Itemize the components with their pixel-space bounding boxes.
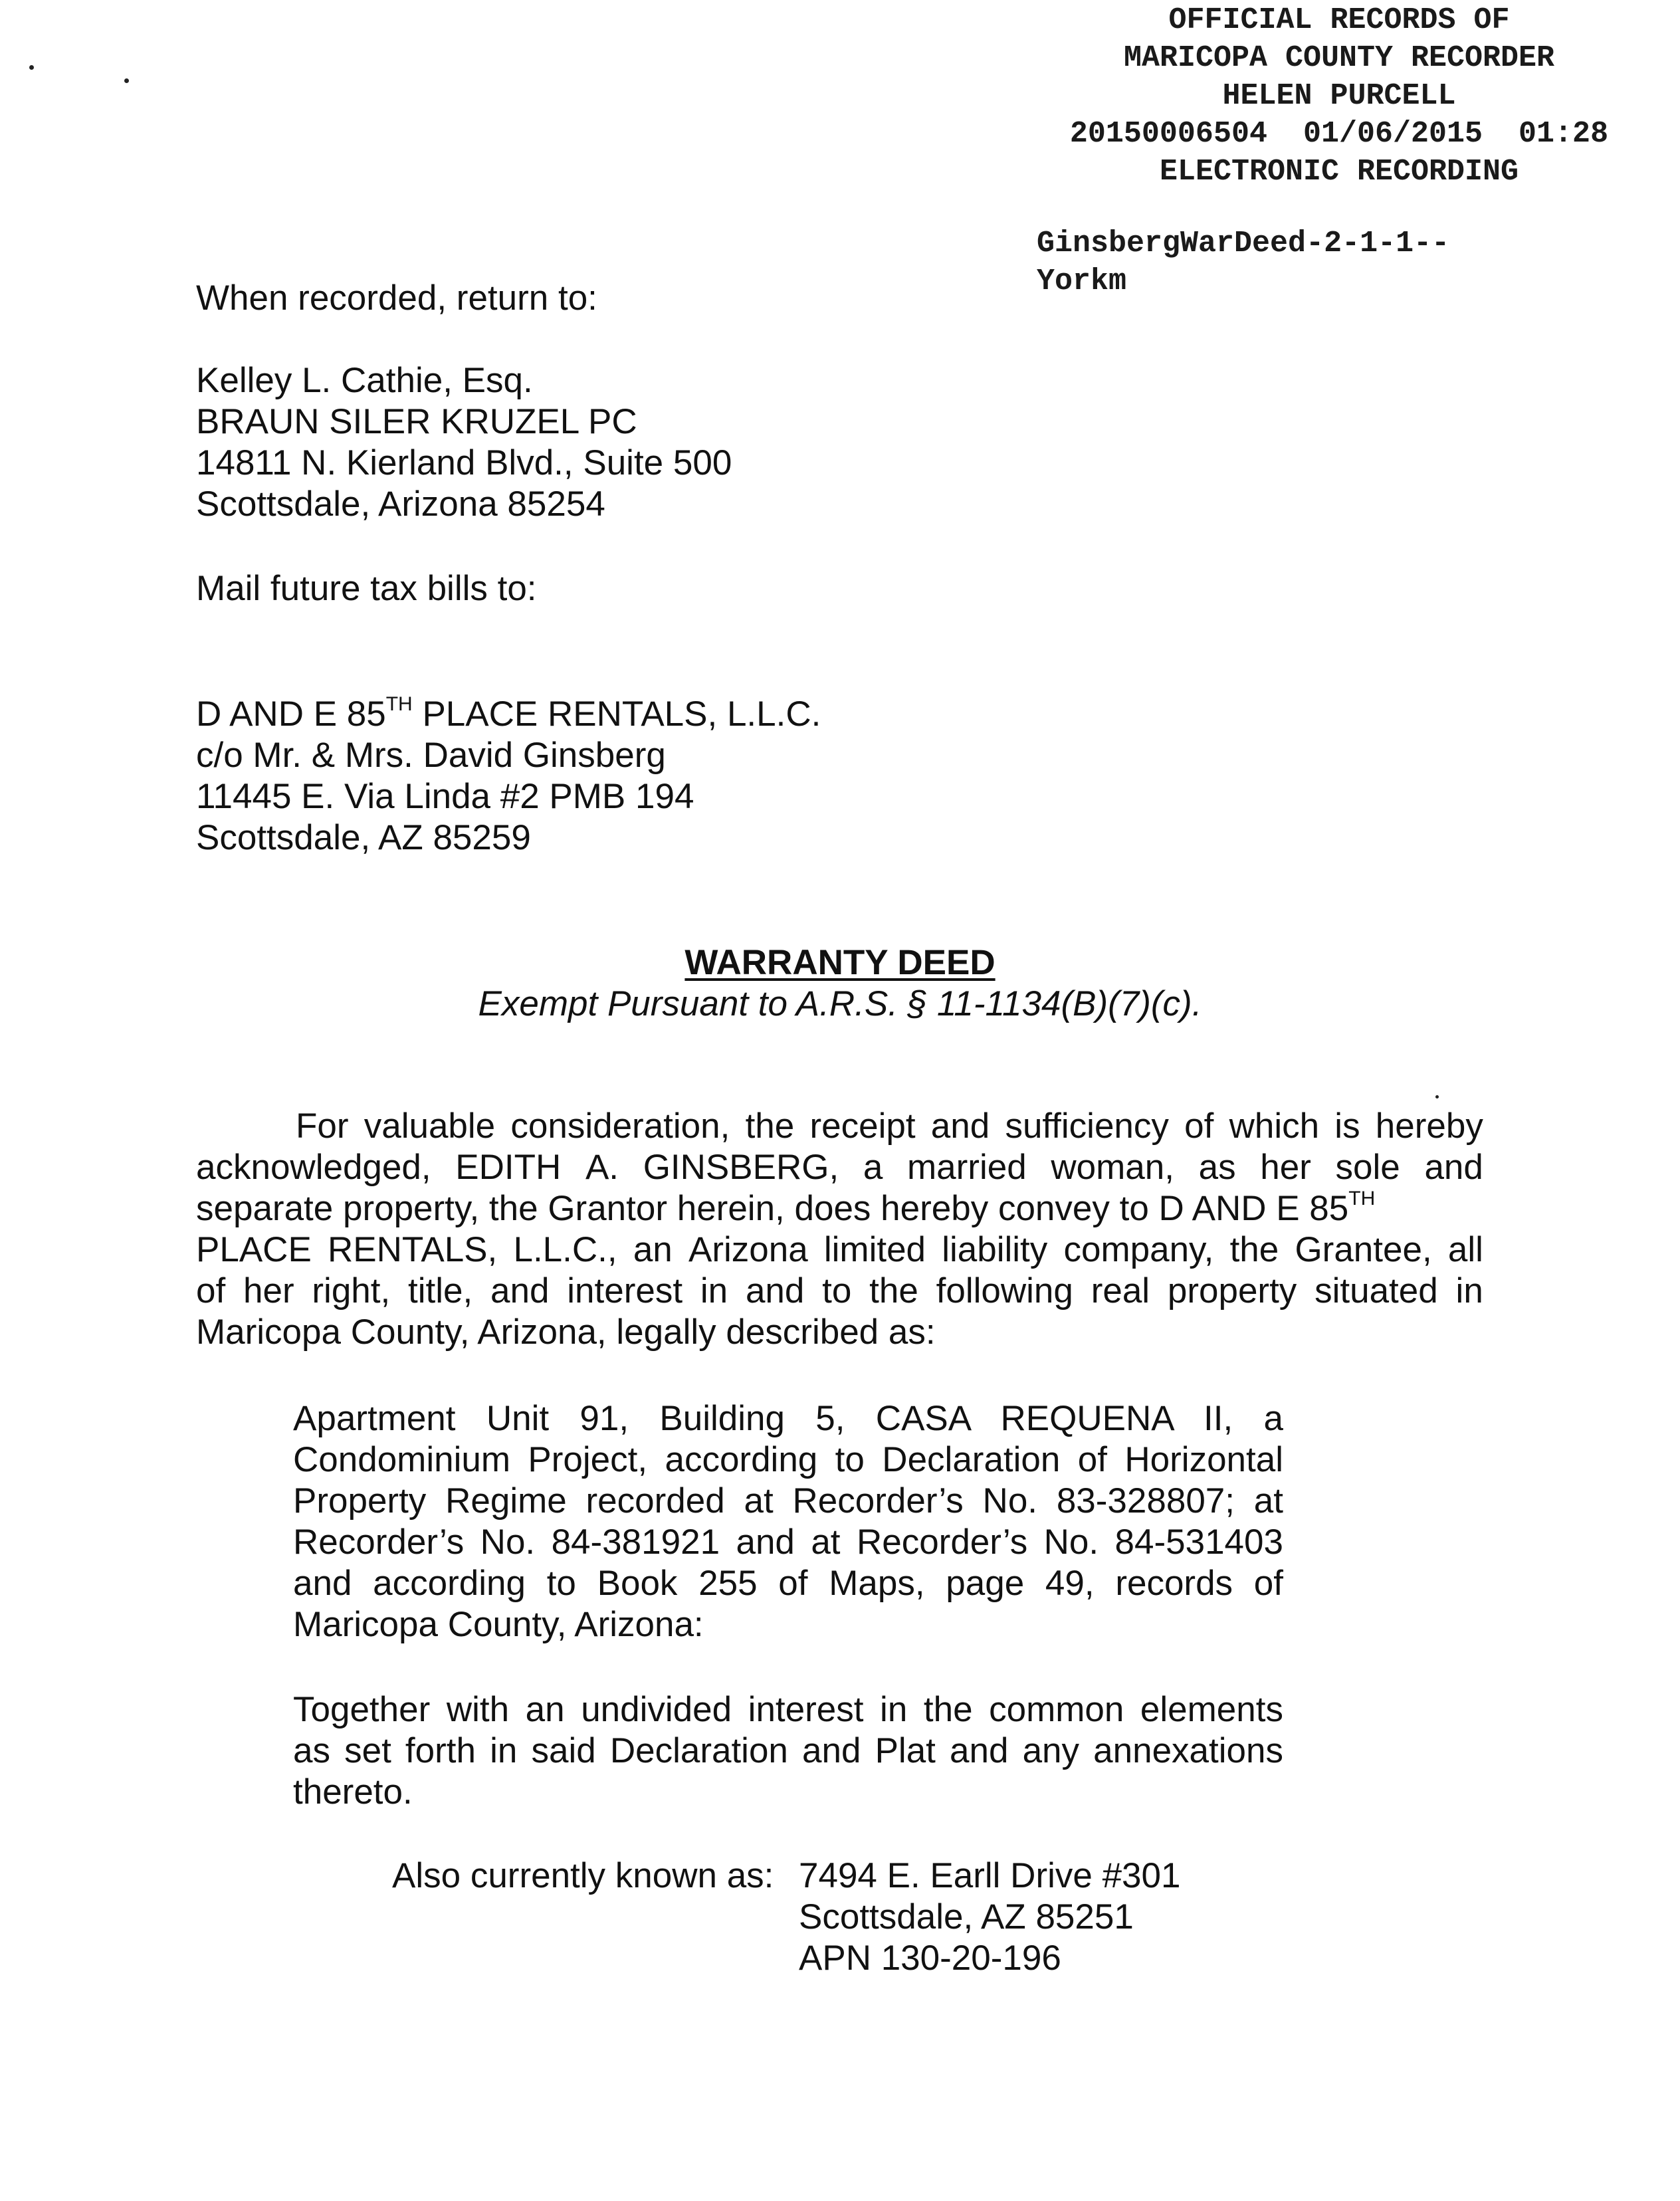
word: Arizona bbox=[688, 1230, 808, 1269]
tax-address-line: D AND E 85TH PLACE RENTALS, L.L.C. bbox=[196, 693, 821, 734]
word: GINSBERG, bbox=[643, 1148, 839, 1187]
legal-description-line: Apartment Unit 91, Building 5, CASA REQUENA II, a bbox=[293, 1399, 1283, 1438]
conveyance-paragraph bbox=[196, 1106, 1483, 1353]
legal-description-line: and according to Book 255 of Maps, page 49, records of bbox=[293, 1564, 1283, 1603]
property-apn: APN 130-20-196 bbox=[799, 1939, 1061, 1978]
word: and bbox=[1424, 1148, 1483, 1187]
word: and bbox=[490, 1271, 550, 1310]
scan-mark bbox=[1435, 1095, 1439, 1099]
word: in bbox=[700, 1271, 728, 1310]
legal-description-line: Condominium Project, according to Declaration of Horizontal bbox=[293, 1440, 1283, 1479]
tax-address-line: 11445 E. Via Linda #2 PMB 194 bbox=[196, 777, 694, 816]
together-line: as set forth in said Declaration and Plat and any annexations bbox=[293, 1731, 1283, 1770]
paragraph-line bbox=[196, 1229, 1483, 1271]
legal-description bbox=[293, 1398, 1283, 1645]
word: title, bbox=[408, 1271, 473, 1310]
title-block bbox=[0, 942, 1680, 1025]
legal-description-line: Maricopa County, Arizona: bbox=[293, 1605, 704, 1644]
word: valuable bbox=[364, 1106, 496, 1146]
word: and bbox=[930, 1106, 990, 1146]
scan-mark bbox=[124, 78, 129, 83]
word: in bbox=[1455, 1271, 1483, 1310]
word: PLACE bbox=[196, 1230, 312, 1269]
word: hereby bbox=[1375, 1106, 1483, 1146]
return-to-address bbox=[196, 360, 732, 525]
word: is bbox=[1334, 1106, 1360, 1146]
word: her bbox=[1260, 1148, 1311, 1187]
stamp-line-2: MARICOPA COUNTY RECORDER bbox=[1123, 41, 1555, 75]
return-address-line: 14811 N. Kierland Blvd., Suite 500 bbox=[196, 443, 732, 482]
word: real bbox=[1091, 1271, 1150, 1310]
recorder-stamp bbox=[1027, 1, 1651, 191]
paragraph-line: Maricopa County, Arizona, legally described as: bbox=[196, 1312, 936, 1352]
property-address bbox=[799, 1855, 1181, 1979]
word: interest bbox=[567, 1271, 683, 1310]
word: receipt bbox=[809, 1106, 916, 1146]
word: to bbox=[822, 1271, 852, 1310]
property-address-line: Scottsdale, AZ 85251 bbox=[799, 1897, 1134, 1937]
recording-time: 01:28 bbox=[1519, 117, 1609, 151]
paragraph-line: separate property, the Grantor herein, does hereby convey to D AND E 85TH bbox=[196, 1188, 1376, 1228]
return-address-line: Scottsdale, Arizona 85254 bbox=[196, 484, 605, 524]
document-reference bbox=[1037, 225, 1449, 300]
paragraph-line bbox=[196, 1271, 1483, 1312]
return-address-line: BRAUN SILER KRUZEL PC bbox=[196, 402, 637, 441]
paragraph-line bbox=[196, 1147, 1483, 1188]
stamp-line-5: ELECTRONIC RECORDING bbox=[1159, 155, 1519, 189]
word: an bbox=[633, 1230, 673, 1269]
word: as bbox=[1198, 1148, 1236, 1187]
word: Grantee, bbox=[1295, 1230, 1432, 1269]
tax-bills-address bbox=[196, 694, 821, 859]
stamp-line-1: OFFICIAL RECORDS OF bbox=[1168, 3, 1510, 37]
stamp-line-3: HELEN PURCELL bbox=[1222, 79, 1456, 113]
word: following bbox=[936, 1271, 1073, 1310]
word: the bbox=[869, 1271, 918, 1310]
word: For bbox=[296, 1106, 349, 1146]
word: company, bbox=[1063, 1230, 1214, 1269]
document-subtitle: Exempt Pursuant to A.R.S. § 11-1134(B)(7)(c). bbox=[478, 984, 1202, 1023]
word: property bbox=[1167, 1271, 1297, 1310]
word: woman, bbox=[1051, 1148, 1174, 1187]
word: of bbox=[196, 1271, 226, 1310]
word: which bbox=[1229, 1106, 1320, 1146]
word: married bbox=[907, 1148, 1027, 1187]
word: sufficiency bbox=[1005, 1106, 1169, 1146]
word: liability bbox=[942, 1230, 1048, 1269]
word: L.L.C., bbox=[513, 1230, 617, 1269]
word: the bbox=[745, 1106, 795, 1146]
word: acknowledged, bbox=[196, 1148, 431, 1187]
tax-address-line: Scottsdale, AZ 85259 bbox=[196, 818, 531, 857]
word: her bbox=[243, 1271, 294, 1310]
together-clause bbox=[293, 1689, 1283, 1813]
word: sole bbox=[1335, 1148, 1400, 1187]
legal-description-line: Recorder’s No. 84-381921 and at Recorder’s No. 84-531403 bbox=[293, 1522, 1283, 1562]
also-known-as-label: Also currently known as: bbox=[392, 1856, 774, 1895]
word: the bbox=[1229, 1230, 1279, 1269]
word: of bbox=[1184, 1106, 1214, 1146]
return-address-line: Kelley L. Cathie, Esq. bbox=[196, 361, 533, 400]
word: RENTALS, bbox=[328, 1230, 498, 1269]
tax-address-line: c/o Mr. & Mrs. David Ginsberg bbox=[196, 736, 666, 775]
doc-ref-line-2: Yorkm bbox=[1037, 264, 1127, 298]
word: consideration, bbox=[510, 1106, 730, 1146]
word: A. bbox=[585, 1148, 619, 1187]
document-title: WARRANTY DEED bbox=[684, 943, 996, 982]
tax-bills-label: Mail future tax bills to: bbox=[196, 569, 537, 608]
word: a bbox=[863, 1148, 883, 1187]
word: situated bbox=[1314, 1271, 1438, 1310]
word: limited bbox=[823, 1230, 926, 1269]
stamp-recording-line bbox=[1027, 115, 1651, 153]
recording-date: 01/06/2015 bbox=[1303, 117, 1483, 151]
property-address-line: 7494 E. Earll Drive #301 bbox=[799, 1856, 1181, 1895]
return-to-label: When recorded, return to: bbox=[196, 278, 597, 318]
word: and bbox=[745, 1271, 805, 1310]
word: EDITH bbox=[455, 1148, 562, 1187]
legal-description-line: Property Regime recorded at Recorder’s No. 83-328807; at bbox=[293, 1481, 1283, 1520]
together-line: thereto. bbox=[293, 1772, 413, 1812]
together-line: Together with an undivided interest in the common elements bbox=[293, 1690, 1283, 1729]
word: right, bbox=[312, 1271, 391, 1310]
doc-ref-line-1: GinsbergWarDeed-2-1-1-- bbox=[1037, 227, 1450, 261]
scan-mark bbox=[29, 65, 34, 70]
recording-number: 20150006504 bbox=[1069, 117, 1267, 151]
paragraph-line bbox=[196, 1106, 1483, 1147]
word: all bbox=[1447, 1230, 1483, 1269]
